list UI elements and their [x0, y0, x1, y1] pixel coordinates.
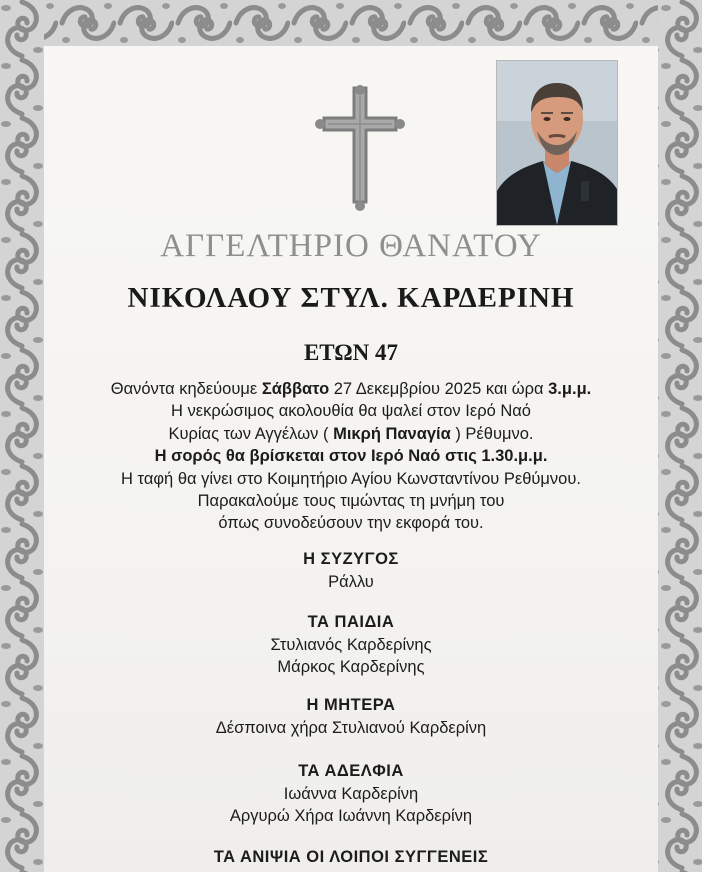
funeral-time: 3.μ.μ.: [548, 380, 592, 398]
portrait-illustration: [497, 61, 617, 225]
announcement-line-6: Παρακαλούμε τους τιμώντας τη μνήμη του: [197, 492, 505, 511]
viewing-time: Η σορός θα βρίσκεται στον Ιερό Ναό στις 1.30.μ.μ.: [154, 447, 548, 466]
orthodox-cross-icon: [312, 84, 408, 212]
church-name: Μικρή Παναγία: [333, 424, 451, 443]
announcement-line-3: [44, 423, 658, 445]
child-name-1: Στυλιανός Καρδερίνης: [270, 635, 432, 654]
spouse-name: Ράλλυ: [328, 572, 374, 591]
line1-mid: 27 Δεκεμβρίου 2025 και ώρα: [329, 380, 549, 398]
family-spouse: [44, 548, 658, 593]
sibling-name-1: Ιωάννα Καρδερίνη: [283, 784, 419, 803]
family-siblings: [44, 760, 658, 828]
announcement-line-5: Η ταφή θα γίνει στο Κοιμητήριο Αγίου Κωνσταντίνου Ρεθύμνου.: [121, 469, 581, 488]
announcement-line-7: όπως συνοδεύσουν την εκφορά του.: [218, 514, 484, 533]
announcement-line-2: Η νεκρώσιμος ακολουθία θα ψαλεί στον Ιερό Ναό: [171, 402, 531, 421]
funeral-announcement: [44, 378, 658, 535]
age-line: ΕΤΩΝ 47: [303, 340, 399, 365]
family-children: [44, 611, 658, 679]
mother-name: Δέσποινα χήρα Στυλιανού Καρδερίνη: [215, 718, 487, 737]
line1-pre: Θανόντα κηδεύουμε: [110, 380, 262, 398]
announcement-title: ΑΓΓΕΛΤΗΡΙΟ ΘΑΝΑΤΟΥ: [160, 228, 542, 264]
portrait-photo: [496, 60, 618, 226]
family-mother: [44, 694, 658, 739]
sibling-name-2: Αργυρώ Χήρα Ιωάννη Καρδερίνη: [229, 807, 473, 825]
deceased-name: ΝΙΚΟΛΑΟΥ ΣΤΥΛ. ΚΑΡΔΕΡΙΝΗ: [127, 282, 575, 314]
mother-heading: Η ΜΗΤΕΡΑ: [306, 696, 396, 714]
relatives-heading: ΤΑ ΑΝΙΨΙΑ ΟΙ ΛΟΙΠΟΙ ΣΥΓΓΕΝΕΙΣ: [213, 848, 489, 866]
line3-pre: Κυρίας των Αγγέλων (: [168, 424, 334, 443]
siblings-heading: ΤΑ ΑΔΕΛΦΙΑ: [298, 762, 404, 780]
child-name-2: Μάρκος Καρδερίνης: [277, 658, 425, 676]
spouse-heading: Η ΣΥΖΥΓΟΣ: [303, 550, 399, 568]
announcement-line-1: [44, 378, 658, 400]
children-heading: ΤΑ ΠΑΙΔΙΑ: [307, 613, 395, 631]
family-relatives: [44, 846, 658, 869]
line3-post: ) Ρέθυμνο.: [450, 424, 534, 443]
funeral-day: Σάββατο: [261, 380, 330, 398]
announcement-line-4: [44, 445, 658, 467]
